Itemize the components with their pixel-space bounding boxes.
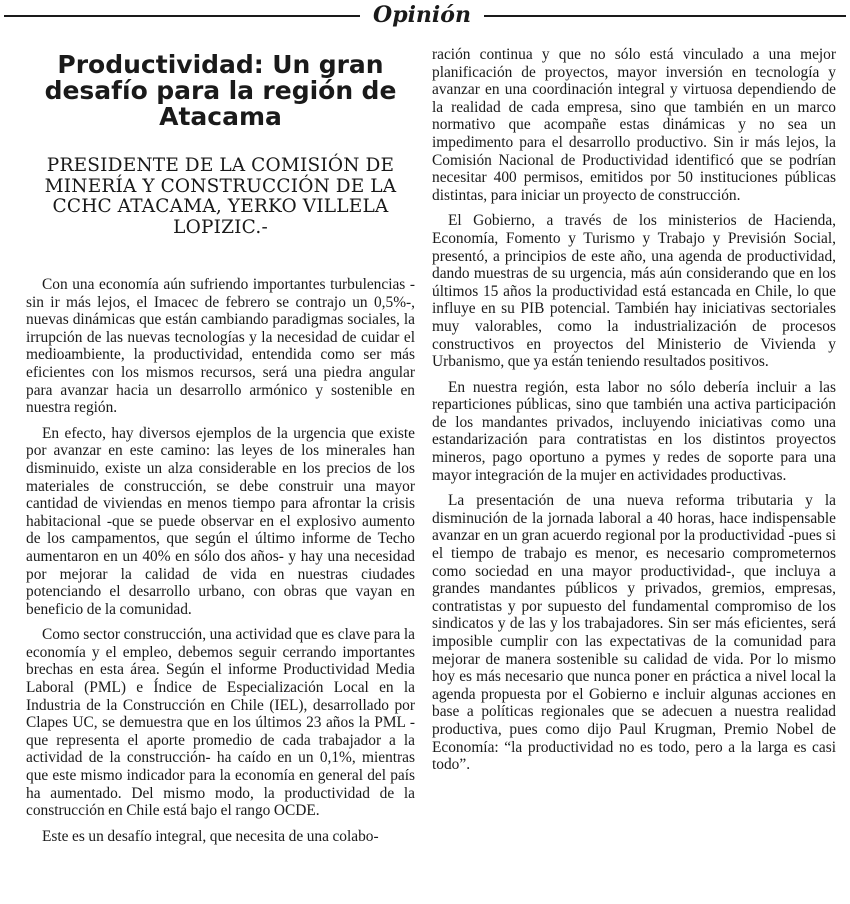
article-column-left — [26, 48, 415, 904]
article-paragraph: En nuestra región, esta labor no sólo debería incluir a las reparticiones públicas, sino que también una activa participación de los mandantes privados, incluyendo iniciativas como una estandarización para contratistas en los distintos proyectos mineros, pago oportuno a pymes y redes de soporte para una mayor integración de la mujer en actividades productivas. — [432, 378, 836, 484]
article-paragraph: La presentación de una nueva reforma tributaria y la disminución de la jornada laboral a 40 horas, hace indispensable avanzar en un gran acuerdo regional por la productividad -pues si el tiempo de trabajo es menor, es necesario comprometernos como sociedad en una mayor productividad-, que incluya a grandes mandantes públicos y privados, gremios, empresas, contratistas y por supuesto del fundamental compromiso de los sindicatos y de las y los trabajadores. Sin ser más eficientes, será imposible cumplir con las expectativas de la comunidad para mejorar de manera sostenible su calidad de vida. Por lo mismo hoy es más necesario que nunca poner en práctica a nivel local la agenda propuesta por el Gobierno e incluir algunas acciones en base a políticas regionales que se adecuen a nuestra realidad productiva, pues como dijo Paul Krugman, Premio Nobel de Economía: “la productividad no es todo, pero a la larga es casi todo”. — [432, 492, 836, 774]
article-byline: PRESIDENTE DE LA COMISIÓN DE MINERÍA Y CONSTRUCCIÓN DE LA CCHC ATACAMA, YERKO VILLELA LOPIZIC.- — [44, 155, 397, 238]
article-paragraph: Este es un desafío integral, que necesita de una colabo- — [42, 827, 379, 845]
article-paragraph: En efecto, hay diversos ejemplos de la urgencia que existe por avanzar en este camino: las leyes de los minerales han disminuido, existe un alza considerable en los precios de los materiales de construcción, se debe construir una mayor cantidad de viviendas en menos tiempo para afrontar la crisis habitacional -que se puede observar en el explosivo aumento de los campamentos, que según el último informe de Techo aumentaron en un 40% en sólo dos años- y hay una necesidad por mejorar la calidad de vida en nuestras ciudades potenciando el desarrollo urbano, con obras que vayan en beneficio de la comunidad. — [26, 424, 415, 618]
article-paragraph: Como sector construcción, una actividad que es clave para la economía y el empleo, debemos seguir cerrando importantes brechas en esta área. Según el informe Productividad Media Laboral (PML) e Índice de Especialización Local en la Industria de la Construcción en Chile (IEL), desarrollado por Clapes UC, se demuestra que en los últimos 23 años la PML -que representa el aporte promedio de cada trabajador a la actividad de la construcción- ha caído en un 0,1%, mientras que este mismo indicador para la economía en general del país ha aumentado. Del mismo modo, la productividad de la construcción en Chile está bajo el rango OCDE. — [26, 626, 415, 820]
header-rule-left — [4, 15, 360, 17]
article-column-right — [432, 46, 836, 904]
article-title: Productividad: Un gran desafío para la región de Atacama — [44, 50, 397, 131]
article-paragraph: Con una economía aún sufriendo importantes turbulencias -sin ir más lejos, el Imacec de febrero se contrajo un 0,5%-, nuevas dinámicas que están cambiando paradigmas sociales, la irrupción de las nuevas tecnologías y la necesidad de cuidar el medioambiente, la productividad, entendida como ser más eficientes con los mismos recursos, será una piedra angular para avanzar hacia un desarrollo armónico y sostenible en nuestra región. — [26, 276, 415, 417]
article-paragraph: ración continua y que no sólo está vinculado a una mejor planificación de proyectos, mayor inversión en tecnología y avanzar en una coordinación integral y virtuosa dependiendo de la realidad de cada empresa, sino que también en un marco normativo que acompañe estas dinámicas y no sea un impedimento para el desarrollo productivo. Sin ir más lejos, la Comisión Nacional de Productividad identificó que se podrían necesitar 400 permisos, emitidos por 50 instituciones públicas distintas, para iniciar un proyecto de construcción. — [432, 46, 836, 204]
section-label: Opinión — [373, 2, 471, 28]
article-paragraph: El Gobierno, a través de los ministerios de Hacienda, Economía, Fomento y Turismo y Trabajo y Previsión Social, presentó, a principios de este año, una agenda de productividad, dando muestras de su urgencia, más aún considerando que en los últimos 15 años la productividad está estancada en Chile, lo que influye en su PIB potencial. También hay iniciativas sectoriales muy valorables, como la industrialización de procesos constructivos en proyectos del Ministerio de Vivienda y Urbanismo, que ya están teniendo resultados positivos. — [432, 212, 836, 371]
section-header — [0, 0, 850, 30]
header-rule-right — [484, 15, 846, 17]
